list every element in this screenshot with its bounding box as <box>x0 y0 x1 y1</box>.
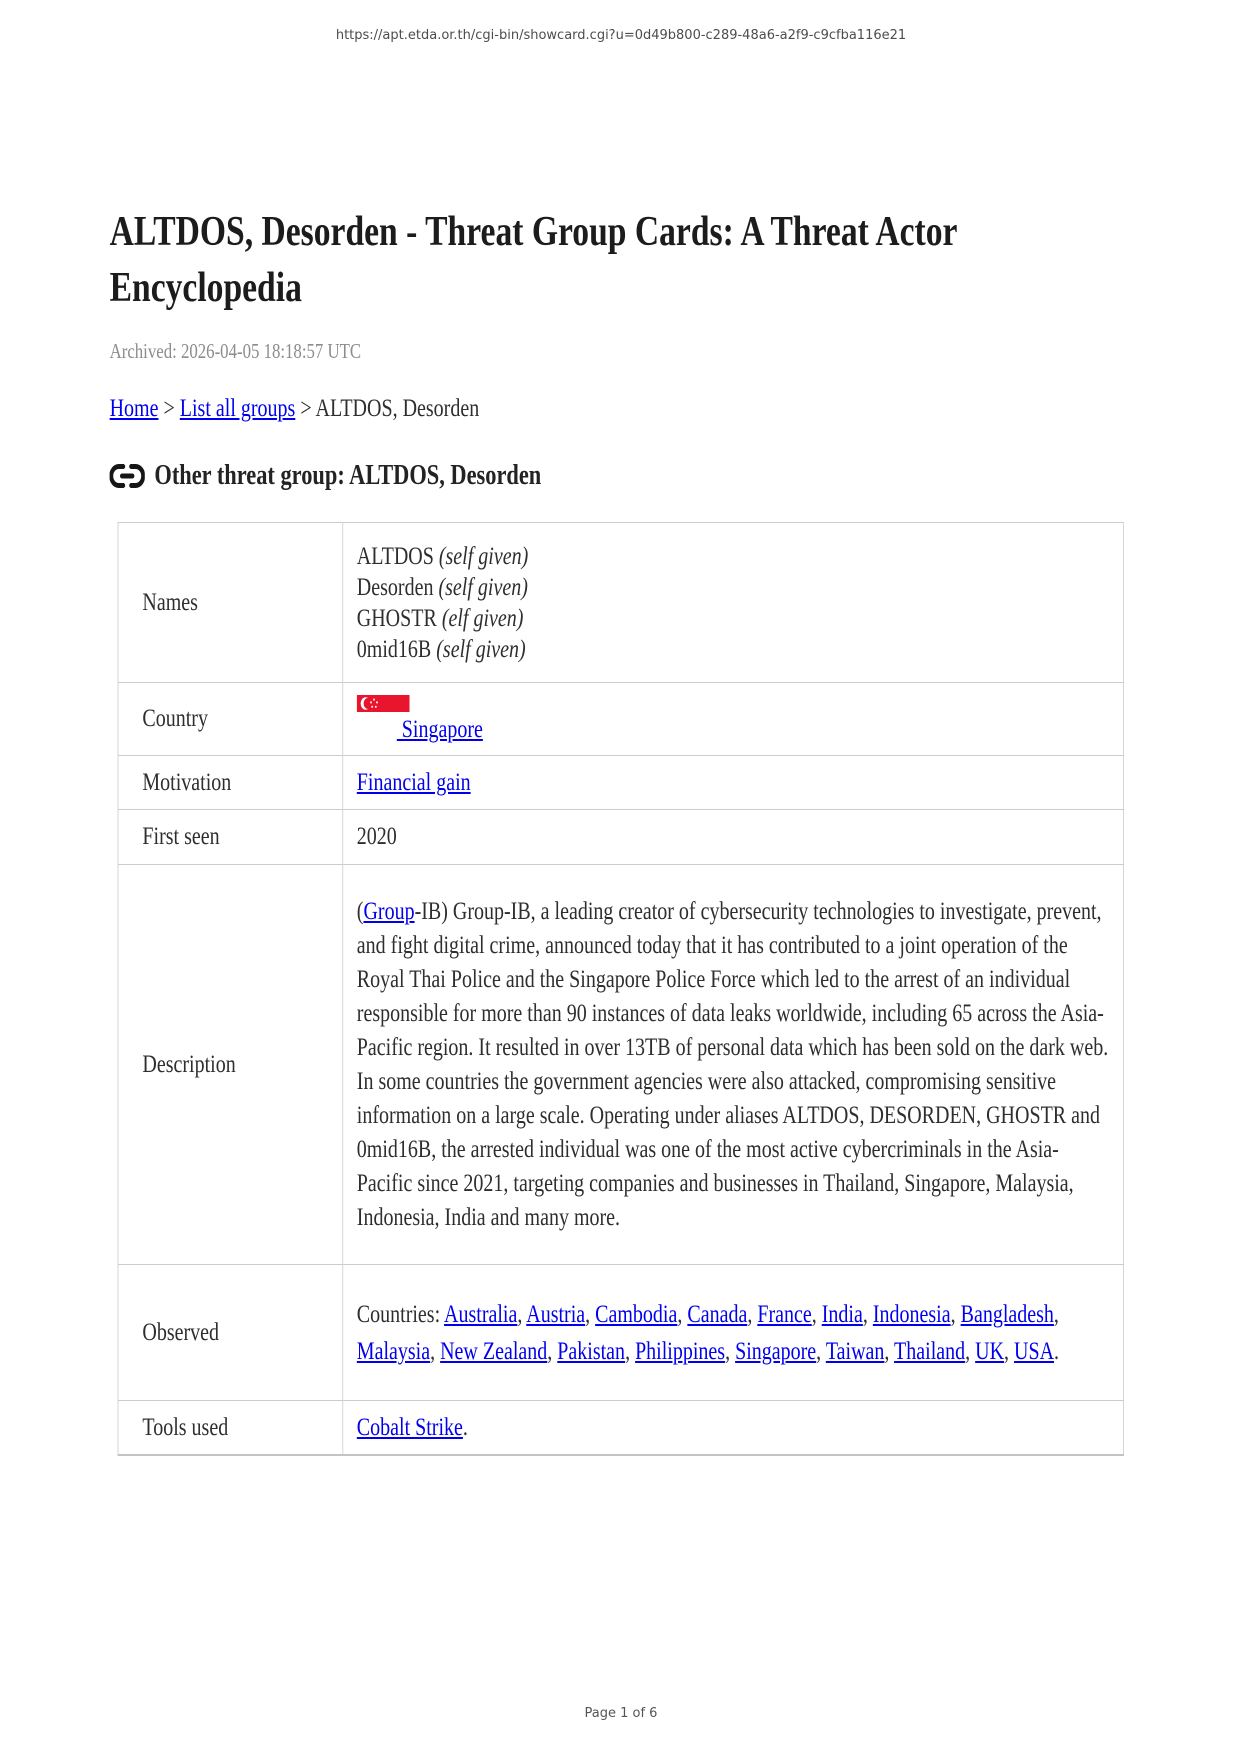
observed-country-link[interactable]: France <box>757 1300 812 1328</box>
table-row-observed <box>118 1265 1124 1401</box>
table-row-tools-used <box>118 1401 1124 1456</box>
table-row-first-seen <box>118 810 1124 865</box>
observed-label: Observed <box>118 1265 343 1401</box>
tools-used-value <box>357 1414 468 1441</box>
first-seen-value: 2020 <box>356 823 397 850</box>
observed-country-link[interactable]: Cambodia <box>595 1300 678 1328</box>
print-header-url: https://apt.etda.or.th/cgi-bin/showcard.cgi?u=0d49b800-c289-48a6-a2f9-c9cfba116e21 <box>335 28 907 43</box>
observed-country-link[interactable]: New Zealand <box>440 1337 548 1365</box>
observed-country-link[interactable]: Bangladesh <box>960 1300 1054 1328</box>
observed-prefix: Countries: <box>356 1300 445 1328</box>
table-row-motivation <box>118 756 1124 810</box>
description-text <box>357 895 1114 1235</box>
section-title: Other threat group: ALTDOS, Desorden <box>154 460 542 491</box>
description-group-ib-link[interactable]: Group <box>363 897 415 925</box>
singapore-flag-icon <box>357 695 410 712</box>
print-footer-page-number: Page 1 of 6 <box>584 1706 658 1721</box>
threat-group-card-table <box>118 522 1124 1456</box>
observed-country-link[interactable]: Thailand <box>894 1337 966 1365</box>
description-open-paren: ( <box>356 897 364 925</box>
breadcrumb-separator: > <box>300 395 312 422</box>
motivation-label: Motivation <box>118 756 343 810</box>
tools-used-label: Tools used <box>118 1401 343 1456</box>
archived-timestamp: Archived: 2026-04-05 18:18:57 UTC <box>109 339 362 363</box>
description-label: Description <box>118 865 343 1265</box>
observed-country-link[interactable]: Singapore <box>735 1337 817 1365</box>
breadcrumb-home-link[interactable]: Home <box>109 395 159 422</box>
motivation-financial-gain-link[interactable]: Financial gain <box>356 768 471 796</box>
observed-country-link[interactable]: India <box>821 1300 863 1328</box>
names-list <box>357 541 1114 665</box>
country-singapore-link[interactable]: Singapore <box>396 716 483 743</box>
cobalt-strike-link[interactable]: Cobalt Strike <box>356 1414 463 1441</box>
table-row-country <box>118 683 1124 756</box>
observed-country-link[interactable]: UK <box>975 1337 1005 1365</box>
alias-item: Desorden (self given) <box>356 573 528 601</box>
breadcrumb <box>110 392 1182 425</box>
observed-country-link[interactable]: Taiwan <box>825 1337 885 1365</box>
alias-item: ALTDOS (self given) <box>356 542 529 570</box>
observed-country-link[interactable]: Australia <box>444 1300 518 1328</box>
table-row-names <box>118 523 1124 683</box>
observed-country-link[interactable]: Pakistan <box>557 1337 626 1365</box>
observed-countries <box>357 1296 1114 1370</box>
observed-country-links: Australia, Austria, Cambodia, Canada, France, India, Indonesia, Bangladesh, Malaysia, New Zealand, Pakistan, Philippines, Singapore, Taiwan, Thailand, UK, USA. <box>356 1300 1060 1365</box>
breadcrumb-current: ALTDOS, Desorden <box>315 395 480 422</box>
description-body: -IB) Group-IB, a leading creator of cybersecurity technologies to investigate, prevent, and fight digital crime, announced today that it has contributed to a joint operation of the Royal Thai Police and the Singapore Police Force which led to the arrest of an individual responsible for more than 90 instances of data leaks worldwide, including 65 across the Asia-Pacific region. It resulted in over 13TB of personal data which has been sold on the dark web. In some countries the government agencies were also attacked, compromising sensitive information on a large scale. Operating under aliases ALTDOS, DESORDEN, GHOSTR and 0mid16B, the arrested individual was one of the most active cybercriminals in the Asia-Pacific since 2021, targeting companies and businesses in Thailand, Singapore, Malaysia, Indonesia, India and many more. <box>356 897 1109 1231</box>
observed-country-link[interactable]: USA <box>1014 1337 1055 1365</box>
observed-country-link[interactable]: Indonesia <box>872 1300 951 1328</box>
alias-item: GHOSTR (elf given) <box>356 604 524 632</box>
page-title: ALTDOS, Desorden - Threat Group Cards: A Threat Actor Encyclopedia <box>109 209 957 311</box>
breadcrumb-separator: > <box>163 395 175 422</box>
country-label: Country <box>118 683 343 756</box>
observed-country-link[interactable]: Philippines <box>635 1337 726 1365</box>
names-label: Names <box>118 523 343 683</box>
observed-country-link[interactable]: Malaysia <box>356 1337 431 1365</box>
chain-link-icon <box>110 461 145 491</box>
observed-country-link[interactable]: Canada <box>687 1300 748 1328</box>
alias-item: 0mid16B (self given) <box>356 635 526 663</box>
section-heading <box>110 457 1182 495</box>
breadcrumb-list-all-groups-link[interactable]: List all groups <box>179 395 296 422</box>
observed-country-link[interactable]: Austria <box>526 1300 586 1328</box>
tools-suffix: . <box>462 1414 468 1441</box>
table-row-description <box>118 865 1124 1265</box>
first-seen-label: First seen <box>118 810 343 865</box>
